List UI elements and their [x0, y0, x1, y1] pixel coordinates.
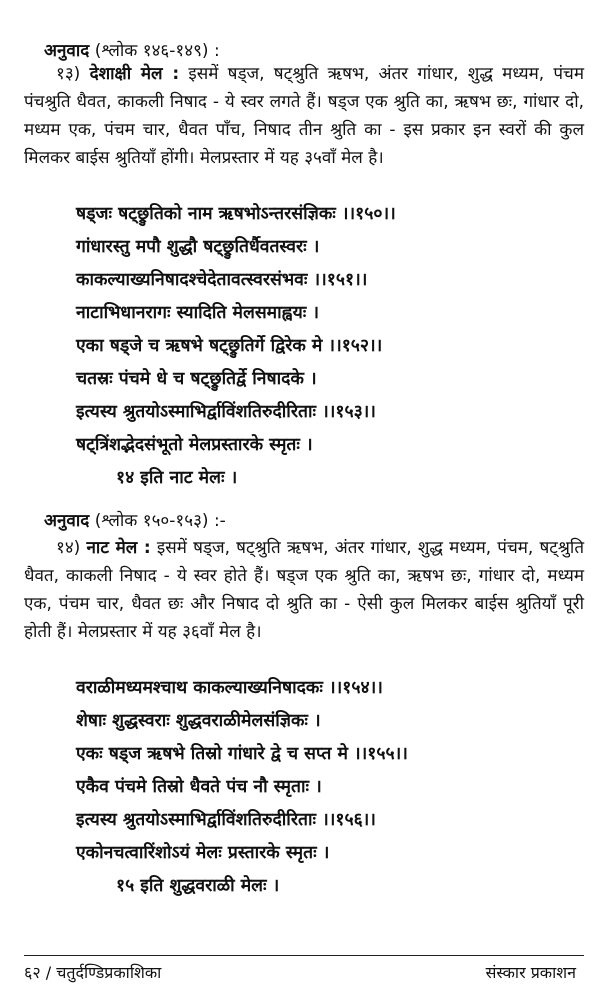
shloka-line: गांधारस्तु मपौ शुद्धौ षट्छ्रुतिर्धैवतस्वरः ।: [76, 237, 320, 257]
para-number: १३): [56, 64, 81, 84]
footer-divider: [24, 955, 584, 956]
footer-publisher: संस्कार प्रकाशन: [485, 963, 576, 982]
mela-name: नाट मेल :: [86, 538, 151, 558]
section1-heading: [44, 40, 220, 62]
section2-paragraph: [24, 534, 584, 646]
shloka-line: इत्यस्य श्रुतयोऽस्माभिर्द्वाविंशतिरुदीरिताः ।।१५३।।: [76, 402, 376, 422]
para-number: १४): [56, 538, 81, 558]
section2-shlokas: [76, 672, 576, 903]
shloka-closing-line: १४ इति नाट मेलः ।: [116, 468, 238, 488]
section1-shlokas: [76, 198, 576, 495]
shloka-line: एकैव पंचमे तिस्रो धैवते पंच नौ स्मृताः ।: [76, 777, 322, 797]
footer-page-book-title: ६२ / चतुर्दण्डिप्रकाशिका: [24, 963, 162, 982]
section1-paragraph: [24, 60, 584, 172]
para-text: इसमें षड्ज, षट्श्रुति ऋषभ, अंतर गांधार, शुद्ध मध्यम, पंचम पंचश्रुति धैवत, काकली निषाद - ये स्वर लगते हैं। षड्ज एक श्रुति का, ऋषभ छः, गांधार दो, मध्यम एक, पंचम चार, धैवत पाँच, निषाद तीन श्रुति का - इस प्रकार इन स्वरों की कुल मिलकर बाईस श्रुतियाँ होंगी। मेलप्रस्तार में यह ३५वाँ मेल है।: [24, 64, 585, 168]
shloka-line: एकः षड्ज ऋषभे तिस्रो गांधारे द्वे च सप्त मे ।।१५५।।: [76, 744, 408, 764]
mela-name: देशाक्षी मेल :: [89, 64, 180, 84]
shloka-line: षट्त्रिंशद्भेदसंभूतो मेलप्रस्तारके स्मृतः ।: [76, 435, 313, 455]
shloka-line: चतस्रः पंचमे धे च षट्छ्रुतिर्द्वे निषादके ।: [76, 369, 317, 389]
anuvad-label: अनुवाद: [44, 511, 90, 531]
anuvad-label: अनुवाद: [44, 41, 90, 61]
shloka-line: षड्जः षट्छ्रुतिको नाम ऋषभोऽन्तरसंज्ञिकः ।।१५०।।: [76, 204, 396, 224]
para-text: इसमें षड्ज, षट्श्रुति ऋषभ, अंतर गांधार, शुद्ध मध्यम, पंचम, षट्श्रुति धैवत, काकली निषाद - ये स्वर होते हैं। षड्ज एक श्रुति का, ऋषभ छः, गांधार दो, मध्यम एक, पंचम चार, धैवत छः और निषाद दो श्रुति का - ऐसी कुल मिलकर बाईस श्रुतियाँ पूरी होती हैं। मेलप्रस्तार में यह ३६वाँ मेल है।: [24, 538, 585, 642]
anuvad-shloka-ref: (श्लोक १४६-१४९) :: [94, 41, 220, 61]
shloka-line: वराळीमध्यमश्चाथ काकल्याख्यनिषादकः ।।१५४।।: [76, 678, 383, 698]
shloka-line: शेषाः शुद्धस्वराः शुद्धवराळीमेलसंज्ञिकः ।: [76, 711, 321, 731]
shloka-line: नाटाभिधानरागः स्यादिति मेलसमाह्वयः ।: [76, 303, 319, 323]
section2-heading: [44, 510, 226, 532]
anuvad-shloka-ref: (श्लोक १५०-१५३) :-: [94, 511, 226, 531]
shloka-closing-line: १५ इति शुद्धवराळी मेलः ।: [116, 876, 280, 896]
shloka-line: एकोनचत्वारिंशोऽयं मेलः प्रस्तारके स्मृतः ।: [76, 843, 330, 863]
shloka-line: इत्यस्य श्रुतयोऽस्माभिर्द्वाविंशतिरुदीरिताः ।।१५६।।: [76, 810, 376, 830]
shloka-line: एका षड्जे च ऋषभे षट्छ्रुतिर्गे द्विरेक मे ।।१५२।।: [76, 336, 383, 356]
shloka-line: काकल्याख्यनिषादश्चेदेतावत्स्वरसंभवः ।।१५१।।: [76, 270, 368, 290]
